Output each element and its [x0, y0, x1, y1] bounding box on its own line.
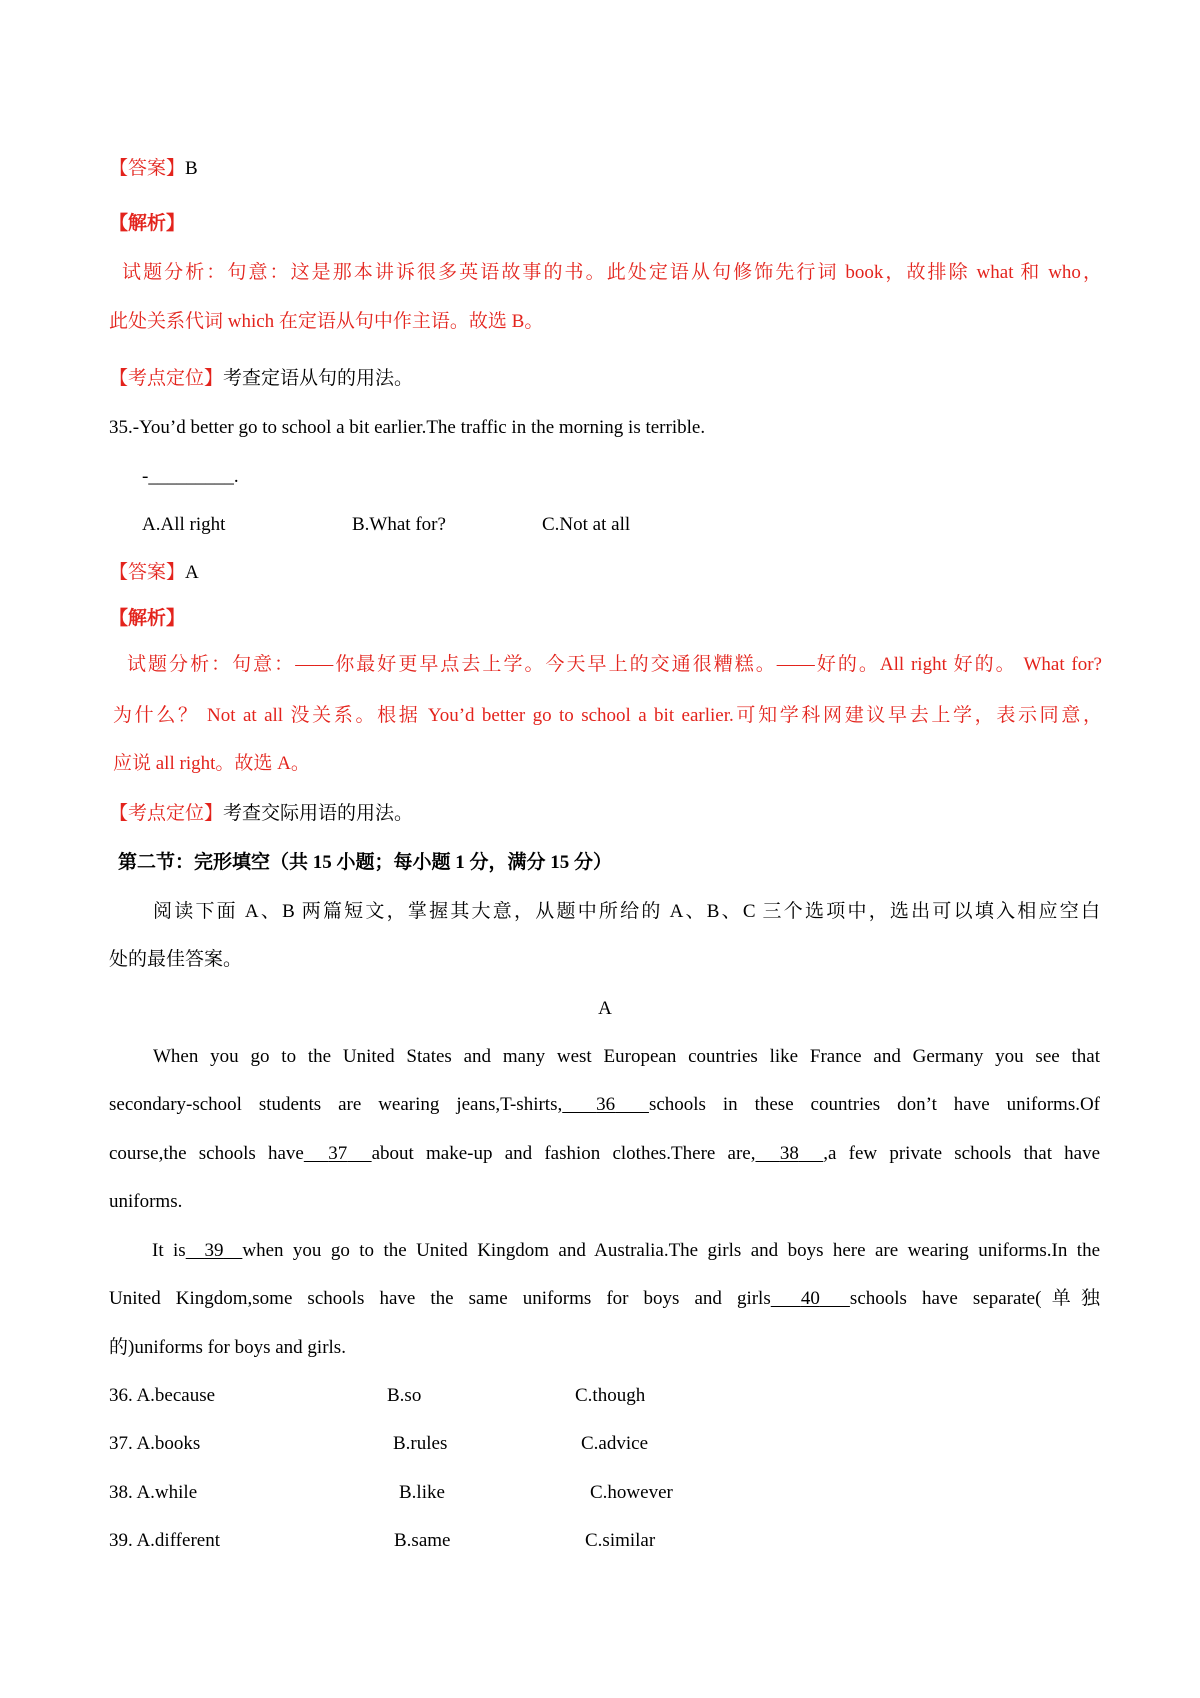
q34-analysis-heading [109, 210, 185, 238]
passage-line [109, 1285, 1100, 1313]
q35-point-line [109, 800, 413, 828]
cloze-question-37 [0, 1430, 1200, 1458]
option-a: A.while [136, 1482, 198, 1503]
passage-text: When you go to the United States and many west European countries like France and Germany you see that [153, 1046, 1100, 1067]
passage-text: uniforms. [109, 1191, 183, 1212]
cloze-question-39-stem [109, 1527, 220, 1555]
passage-line [109, 1140, 1100, 1168]
section-instructions-line-2: 处的最佳答案。 [109, 949, 243, 970]
q35-option-c: C.Not at all [542, 514, 631, 535]
section-title: 第二节：完形填空（共 15 小题；每小题 1 分，满分 15 分） [118, 852, 613, 873]
q34-analysis-line-1: 试题分析：句意：这是那本讲诉很多英语故事的书。此处定语从句修饰先行词 book，故排除 what 和 who， [122, 262, 1102, 283]
option-b: B.like [399, 1482, 445, 1503]
cloze-question-36 [0, 1382, 1200, 1410]
q35-point-label: 【考点定位】 [109, 803, 224, 824]
option-a: A.different [136, 1530, 220, 1551]
option-b: B.rules [393, 1433, 448, 1454]
q35-analysis-line-2: 为什么？ Not at all 没关系。根据 You’d better go to school a bit earlier.可知学科网建议早去上学，表示同意， [113, 705, 1102, 726]
passage-heading: A [598, 998, 612, 1019]
cloze-blank-36: 36 [596, 1094, 616, 1115]
q34-analysis-line-2: 此处关系代词 which 在定语从句中作主语。故选 B。 [109, 311, 544, 332]
cloze-blank-40: 40 [800, 1288, 820, 1309]
cloze-question-36-stem [109, 1382, 215, 1410]
cloze-question-39 [0, 1527, 1200, 1555]
q35-stem: 35.-You’d better go to school a bit earlier.The traffic in the morning is terrible. [109, 417, 706, 438]
q35-reply-blank: -_________. [142, 466, 239, 487]
q34-point-label: 【考点定位】 [109, 368, 224, 389]
section-instructions-line-1: 阅读下面 A、B 两篇短文，掌握其大意，从题中所给的 A、B、C 三个选项中，选出可以填入相应空白 [153, 901, 1100, 922]
cloze-question-38 [0, 1479, 1200, 1507]
q35-options-row [0, 511, 1200, 539]
passage-text: when you go to the United Kingdom and Australia.The girls and boys here are wearing uniforms.In the [242, 1240, 1101, 1261]
q35-option-a: A.All right [142, 514, 226, 535]
option-c: C.however [590, 1482, 673, 1503]
cloze-blank-39: 39 [204, 1240, 224, 1261]
q34-point-line [109, 365, 413, 393]
q35-point-text: 考查交际用语的用法。 [223, 803, 414, 824]
question-number: 39. [109, 1530, 133, 1551]
option-b: B.so [387, 1385, 422, 1406]
q34-answer-value: B [185, 158, 198, 179]
option-c: C.though [575, 1385, 646, 1406]
q34-answer-label: 【答案】 [109, 158, 186, 179]
passage-line [109, 1188, 182, 1216]
q35-answer-label: 【答案】 [109, 562, 186, 583]
passage-text: course,the schools have [109, 1143, 304, 1164]
cloze-blank-37: 37 [328, 1143, 348, 1164]
q34-analysis-label: 【解析】 [109, 213, 186, 234]
cloze-question-37-stem [109, 1430, 200, 1458]
option-a: A.books [136, 1433, 201, 1454]
passage-text: about make-up and fashion clothes.There are, [371, 1143, 756, 1164]
passage-text: ,a few private schools that have [823, 1143, 1101, 1164]
passage-text: schools in these countries don’t have uniforms.Of [648, 1094, 1101, 1115]
passage-text: 的)uniforms for boys and girls. [109, 1337, 346, 1358]
passage-line [153, 1043, 1100, 1071]
passage-text: United Kingdom,some schools have the same uniforms for boys and girls [109, 1288, 771, 1309]
q35-analysis-label: 【解析】 [109, 608, 186, 629]
q35-answer-value: A [185, 562, 199, 583]
passage-line [152, 1237, 1100, 1265]
q35-answer-line [109, 559, 199, 587]
q35-analysis-heading [109, 605, 185, 633]
question-number: 36. [109, 1385, 133, 1406]
q34-answer-line [109, 155, 198, 183]
option-c: C.advice [581, 1433, 649, 1454]
question-number: 38. [109, 1482, 133, 1503]
q35-analysis-line-1: 试题分析：句意：——你最好更早点去上学。今天早上的交通很糟糕。——好的。All right 好的。 What for? [127, 654, 1102, 675]
option-b: B.same [394, 1530, 451, 1551]
q35-analysis-line-3: 应说 all right。故选 A。 [113, 753, 310, 774]
question-number: 37. [109, 1433, 133, 1454]
option-a: A.because [136, 1385, 216, 1406]
passage-text: schools have separate(单独 [849, 1288, 1101, 1309]
passage-line [109, 1091, 1100, 1119]
passage-line [109, 1334, 346, 1362]
cloze-blank-38: 38 [779, 1143, 799, 1164]
passage-text: secondary-school students are wearing jeans,T-shirts, [109, 1094, 563, 1115]
passage-text: It is [152, 1240, 186, 1261]
q34-point-text: 考查定语从句的用法。 [223, 368, 414, 389]
q35-option-b: B.What for? [352, 514, 446, 535]
cloze-question-38-stem [109, 1479, 197, 1507]
option-c: C.similar [585, 1530, 656, 1551]
